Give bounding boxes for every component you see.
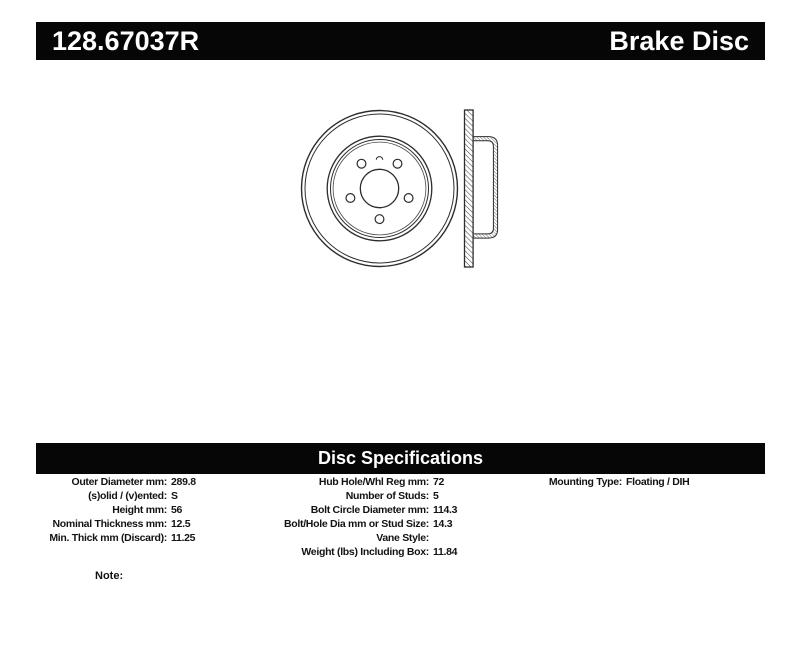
- spec-row: [268, 475, 457, 489]
- spec-value: Floating / DIH: [626, 476, 690, 488]
- spec-column-middle: [268, 475, 457, 559]
- spec-row: [268, 489, 457, 503]
- brake-disc-cross-section: [465, 110, 498, 267]
- spec-row: [268, 531, 457, 545]
- spec-label: Weight (lbs) Including Box:: [301, 546, 429, 558]
- product-type: Brake Disc: [609, 25, 749, 56]
- brake-disc-technical-drawing: [278, 92, 506, 280]
- spec-label: Outer Diameter mm:: [71, 476, 167, 488]
- spec-row: [30, 517, 196, 531]
- center-hub-hole: [360, 169, 398, 207]
- spec-value: [429, 531, 433, 545]
- hat-section: [473, 137, 498, 239]
- part-number: 128.67037R: [52, 25, 200, 56]
- spec-section-title: Disc Specifications: [317, 448, 484, 468]
- spec-value: 11.84: [433, 546, 458, 558]
- spec-value: 11.25: [171, 532, 196, 544]
- spec-label: Mounting Type:: [548, 476, 622, 488]
- disc-plate-section: [465, 110, 474, 267]
- header-bar: [36, 22, 765, 60]
- brake-disc-front-view: [302, 111, 458, 267]
- spec-row: [268, 517, 457, 531]
- spec-value: 12.5: [171, 518, 191, 530]
- spec-row: [30, 489, 196, 503]
- spec-value: 72: [433, 476, 445, 488]
- spec-value: 5: [433, 490, 439, 502]
- spec-column-right: [468, 475, 689, 489]
- spec-label: Number of Studs:: [345, 490, 429, 502]
- spec-row: [30, 503, 196, 517]
- spec-value: S: [171, 490, 178, 502]
- spec-row: [468, 475, 689, 489]
- spec-label: Vane Style:: [376, 532, 429, 544]
- hub-index-notch: [376, 157, 382, 160]
- spec-value: 56: [171, 504, 183, 516]
- spec-label: Hub Hole/Whl Reg mm:: [318, 476, 429, 488]
- spec-column-left: [30, 475, 196, 545]
- spec-value: 289.8: [171, 476, 196, 488]
- spec-label: Bolt/Hole Dia mm or Stud Size:: [283, 518, 429, 530]
- spec-value: 14.3: [433, 518, 453, 530]
- spec-value: 114.3: [433, 504, 458, 516]
- spec-label: Nominal Thickness mm:: [52, 518, 167, 530]
- spec-label: Bolt Circle Diameter mm:: [310, 504, 429, 516]
- spec-row: [30, 475, 196, 489]
- spec-row: [268, 503, 457, 517]
- spec-label: (s)olid / (v)ented:: [88, 490, 167, 502]
- spec-label: Height mm:: [112, 504, 167, 516]
- spec-label: Min. Thick mm (Discard):: [49, 532, 167, 544]
- spec-row: [30, 531, 196, 545]
- note-label: Note:: [95, 570, 124, 582]
- spec-row: [268, 545, 457, 559]
- spec-section-title-bar: [36, 443, 765, 474]
